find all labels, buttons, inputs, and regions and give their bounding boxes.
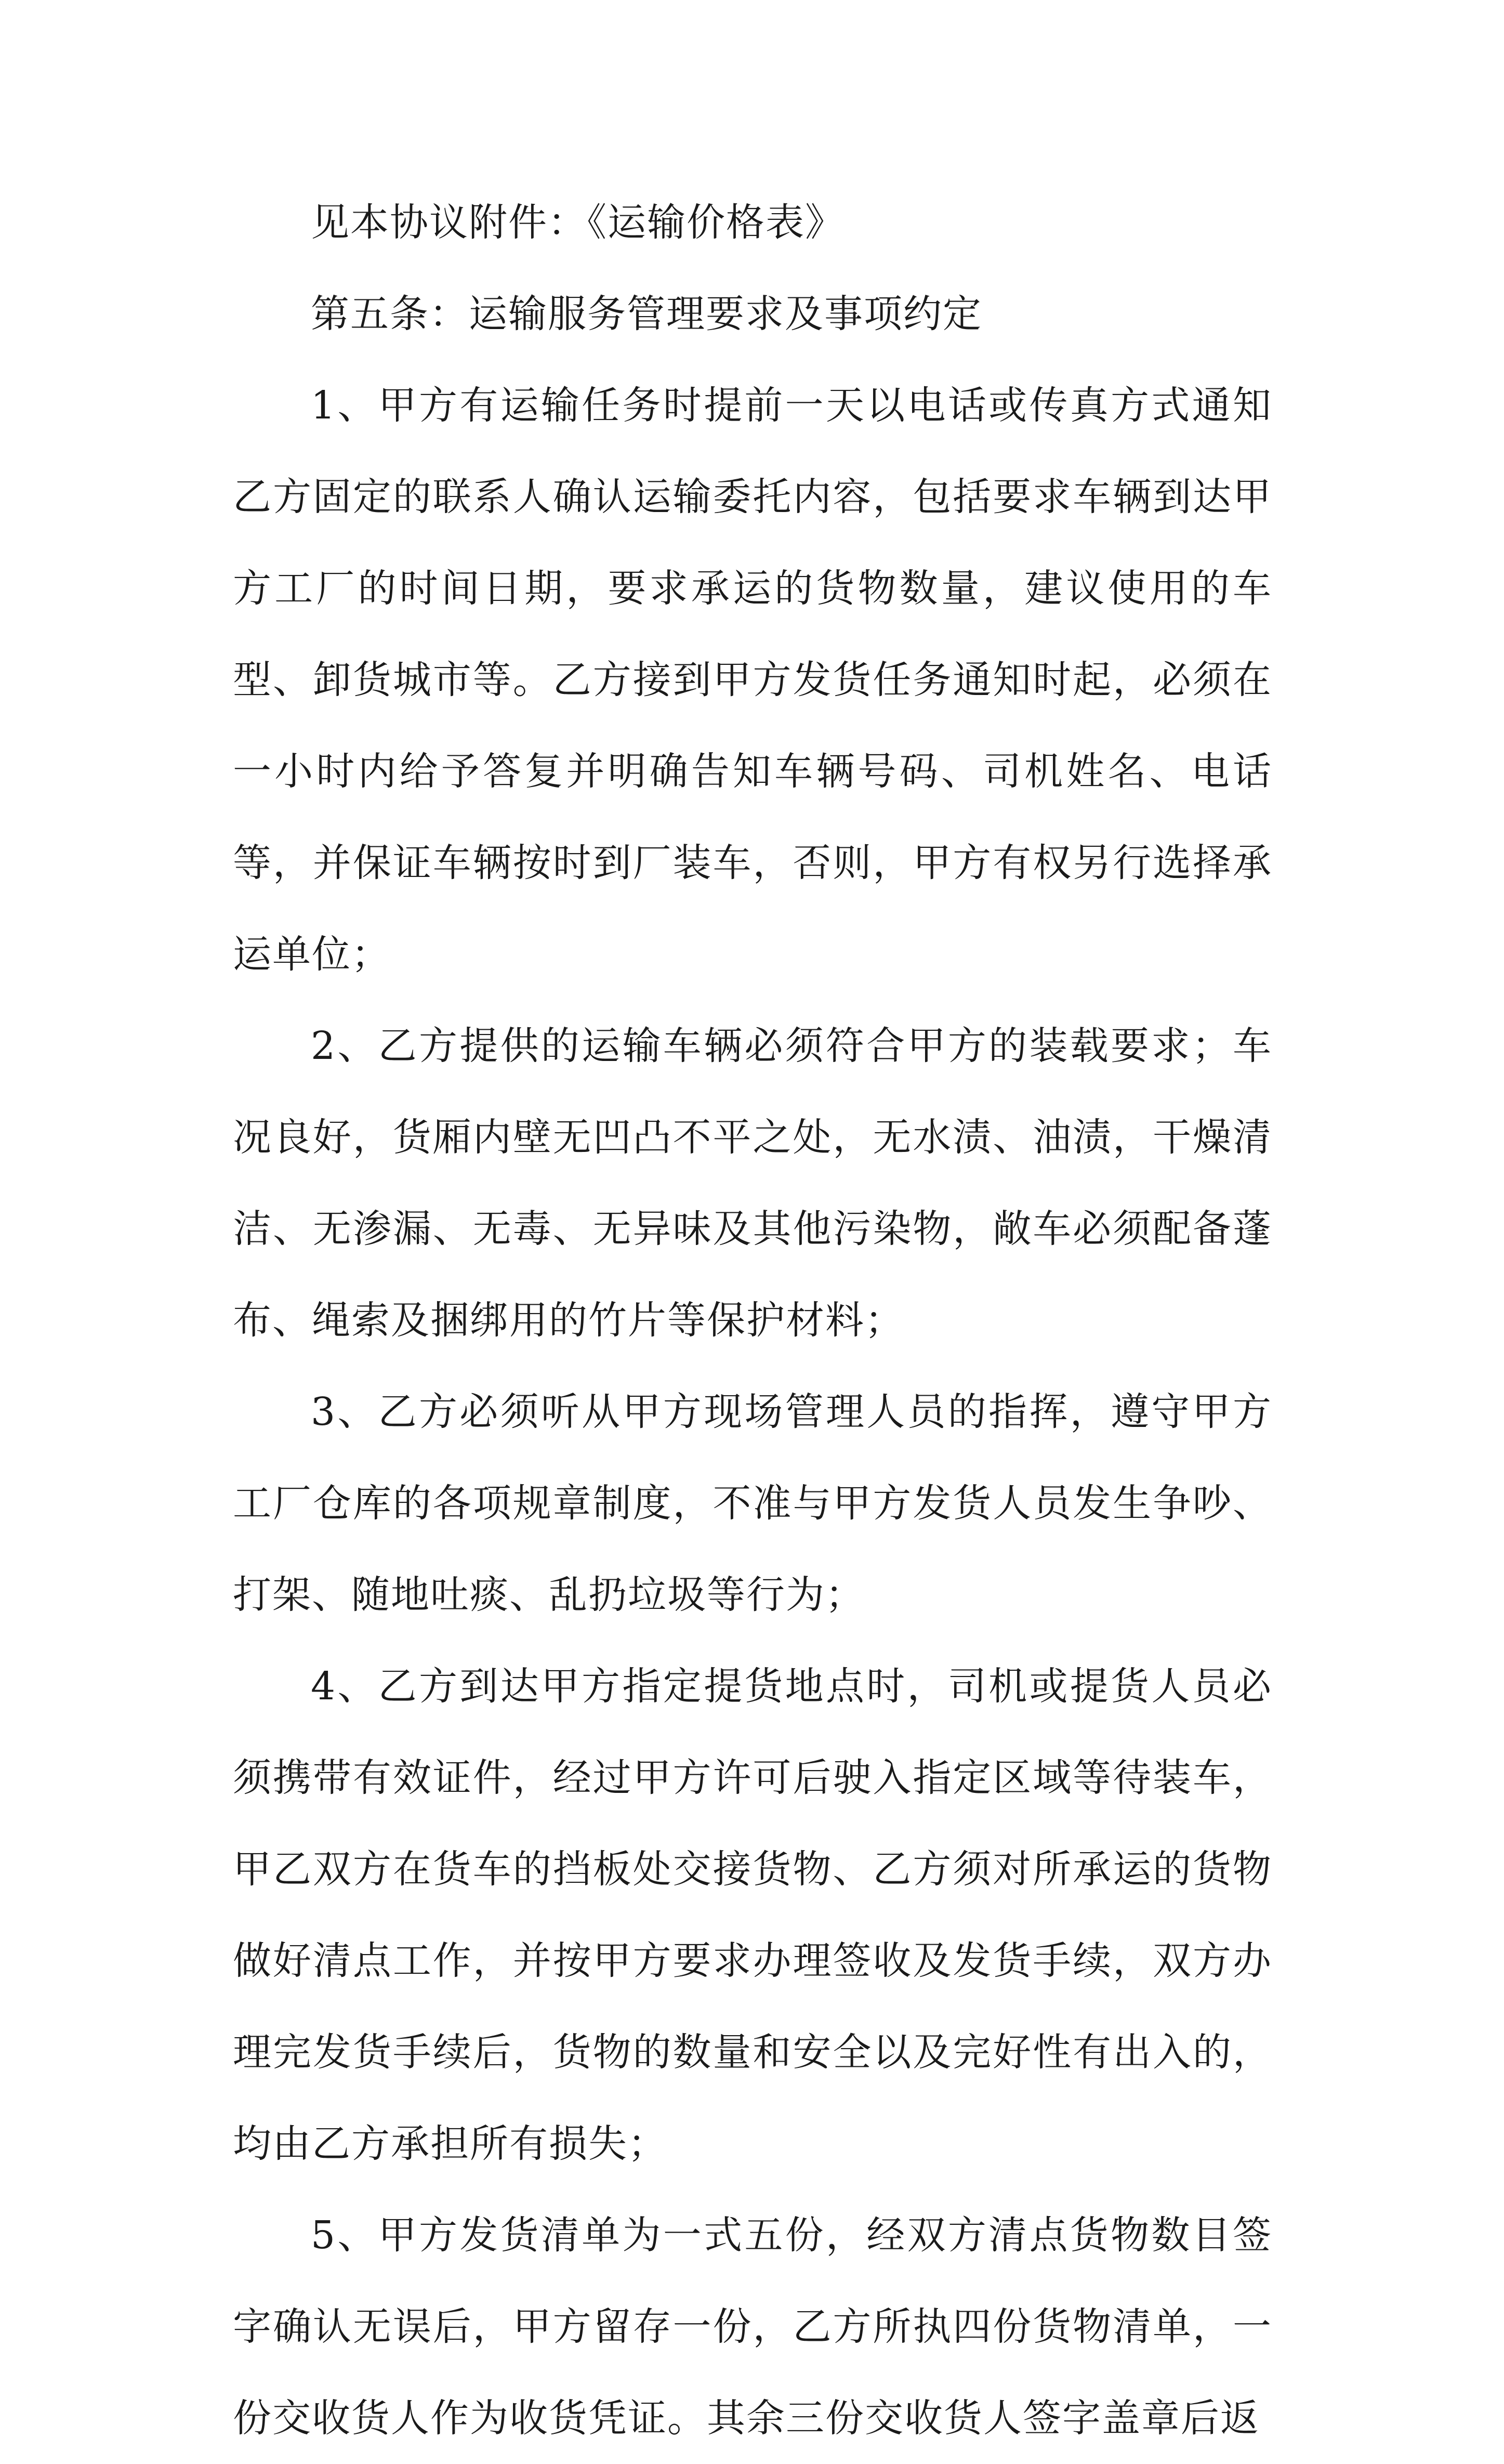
paragraph-clause-2: 2、乙方提供的运输车辆必须符合甲方的装载要求；车况良好，货厢内壁无凹凸不平之处，无水渍、油渍，干燥清洁、无渗漏、无毒、无异味及其他污染物，敞车必须配备蓬布、绳索及捆绑用的竹片等保护材料；	[233, 1024, 1272, 1343]
paragraph-clause-4: 4、乙方到达甲方指定提货地点时，司机或提货人员必须携带有效证件，经过甲方许可后驶入指定区域等待装车，甲乙双方在货车的挡板处交接货物、乙方须对所承运的货物做好清点工作，并按甲方要求办理签收及发货手续，双方办理完发货手续后，货物的数量和安全以及完好性有出入的，均由乙方承担所有损失；	[233, 1664, 1272, 2166]
paragraph-article-five-heading: 第五条：运输服务管理要求及事项约定	[311, 292, 982, 336]
paragraph-attachment-reference: 见本协议附件：《运输价格表》	[311, 200, 845, 245]
document-body	[233, 177, 1272, 2464]
paragraph-clause-5: 5、甲方发货清单为一式五份，经双方清点货物数目签字确认无误后，甲方留存一份，乙方所执四份货物清单，一份交收货人作为收货凭证。其余三份交收货人签字盖章后返	[233, 2213, 1272, 2441]
paragraph-clause-3: 3、乙方必须听从甲方现场管理人员的指挥，遵守甲方工厂仓库的各项规章制度，不准与甲方发货人员发生争吵、打架、随地吐痰、乱扔垃圾等行为；	[233, 1390, 1272, 1617]
paragraph-clause-1: 1、甲方有运输任务时提前一天以电话或传真方式通知乙方固定的联系人确认运输委托内容，包括要求车辆到达甲方工厂的时间日期，要求承运的货物数量，建议使用的车型、卸货城市等。乙方接到甲方发货任务通知时起，必须在一小时内给予答复并明确告知车辆号码、司机姓名、电话等，并保证车辆按时到厂装车，否则，甲方有权另行选择承运单位；	[233, 383, 1272, 977]
